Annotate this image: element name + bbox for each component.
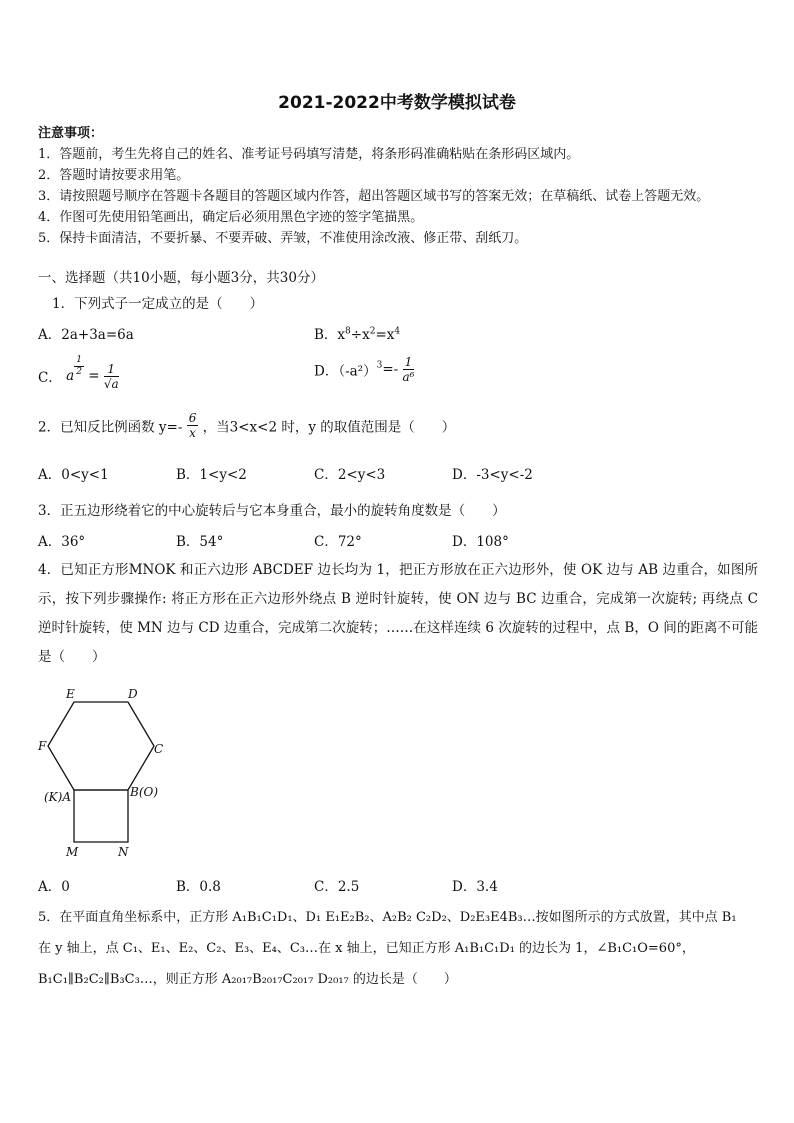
label-c: C — [154, 742, 164, 756]
note-item: 1．答题前，考生先将自己的姓名、准考证号码填写清楚，将条形码准确粘贴在条形码区域内。 — [38, 147, 580, 162]
page-title: 2021-2022中考数学模拟试卷 — [278, 93, 516, 113]
q2-option-d[interactable]: D．-3<y<-2 — [452, 467, 533, 483]
question-4-stem: 4．已知正方形MNOK 和正六边形 ABCDEF 边长均为 1，把正方形放在正六边形外，使 OK 边与 AB 边重合，如图所示，按下列步骤操作: 将正方形在正六边形外绕点 B 逆时针旋转，使 ON 边与 BC 边重合，完成第一次旋转; 再绕点 C 逆时针旋转，使 MN 边与 CD 边重合，完成第二次旋转；……在这样连续 6 次旋转的过程中，点 B，O 间的距离不可能是（ ） — [38, 562, 758, 665]
note-item: 4．作图可先使用铅笔画出，确定后必须用黑色字迹的签字笔描黑。 — [38, 210, 424, 225]
hexagon-square-figure — [38, 684, 178, 864]
label-f: F — [38, 739, 47, 753]
q2-option-b[interactable]: B．1<y<2 — [176, 467, 247, 483]
label-e: E — [66, 687, 75, 701]
q3-option-a[interactable]: A．36° — [38, 534, 86, 550]
note-item: 2．答题时请按要求用笔。 — [38, 168, 190, 183]
square-shape — [74, 790, 128, 842]
section-heading: 一、选择题（共10小题，每小题3分，共30分） — [38, 270, 324, 286]
q1-option-b[interactable]: B．$x^8\div x^2=x^4$ — [314, 326, 401, 343]
q4-option-b[interactable]: B．0.8 — [176, 879, 221, 895]
q3-option-c[interactable]: C．72° — [314, 534, 362, 550]
question-5-line: B₁C₁∥B₂C₂∥B₃C₃…，则正方形 A₂₀₁₇B₂₀₁₇C₂₀₁₇ D₂₀₁₇ 的边长是（ ） — [38, 972, 457, 987]
question-1-stem: 1．下列式子一定成立的是（ ） — [52, 296, 264, 312]
q2-option-c[interactable]: C．2<y<3 — [314, 467, 386, 483]
notes-heading: 注意事项： — [38, 126, 104, 141]
q1-option-c[interactable]: C． a $\frac{1}{2}$ = $\frac{1}{√a}$ — [38, 355, 119, 391]
q3-option-b[interactable]: B．54° — [176, 534, 224, 550]
q3-option-d[interactable]: D．108° — [452, 534, 509, 550]
q2-option-a[interactable]: A．0<y<1 — [38, 467, 109, 483]
q4-option-a[interactable]: A．0 — [38, 879, 70, 895]
label-m: M — [66, 845, 79, 859]
label-ka: (K)A — [44, 790, 71, 804]
label-d: D — [128, 687, 138, 701]
q4-option-d[interactable]: D．3.4 — [452, 879, 498, 895]
q1-option-a[interactable]: A．2a+3a=6a — [38, 327, 134, 343]
question-2-stem: 2．已知反比例函数 y=- $\frac{6}{x}$ ，当3<x<2 时，y 的取值范围是（ ） — [38, 411, 456, 440]
question-5-line: 在 y 轴上，点 C₁、E₁、E₂、C₂、E₃、E₄、C₃…在 x 轴上，已知正方形 A₁B₁C₁D₁ 的边长为 1，∠B₁C₁O=60°， — [38, 941, 695, 956]
label-bo: B(O) — [130, 785, 159, 799]
q1-option-d[interactable]: D．$(-a^2)^3=-$ $\frac{1}{\text{a⁶}}$ — [314, 355, 415, 384]
note-item: 5．保持卡面清洁，不要折暴、不要弄破、弄皱，不准使用涂改液、修正带、刮纸刀。 — [38, 231, 528, 246]
label-n: N — [118, 845, 129, 859]
question-5-line: 5．在平面直角坐标系中，正方形 A₁B₁C₁D₁、D₁ E₁E₂B₂、A₂B₂ C₂D₂、D₂E₃E4B₃…按如图所示的方式放置，其中点 B₁ — [38, 910, 737, 925]
q4-option-c[interactable]: C．2.5 — [314, 879, 360, 895]
question-3-stem: 3．正五边形绕着它的中心旋转后与它本身重合，最小的旋转角度数是（ ） — [38, 503, 506, 519]
note-item: 3．请按照题号顺序在答题卡各题目的答题区域内作答，超出答题区域书写的答案无效；在草稿纸、试卷上答题无效。 — [38, 189, 710, 204]
hexagon-shape — [48, 702, 154, 790]
